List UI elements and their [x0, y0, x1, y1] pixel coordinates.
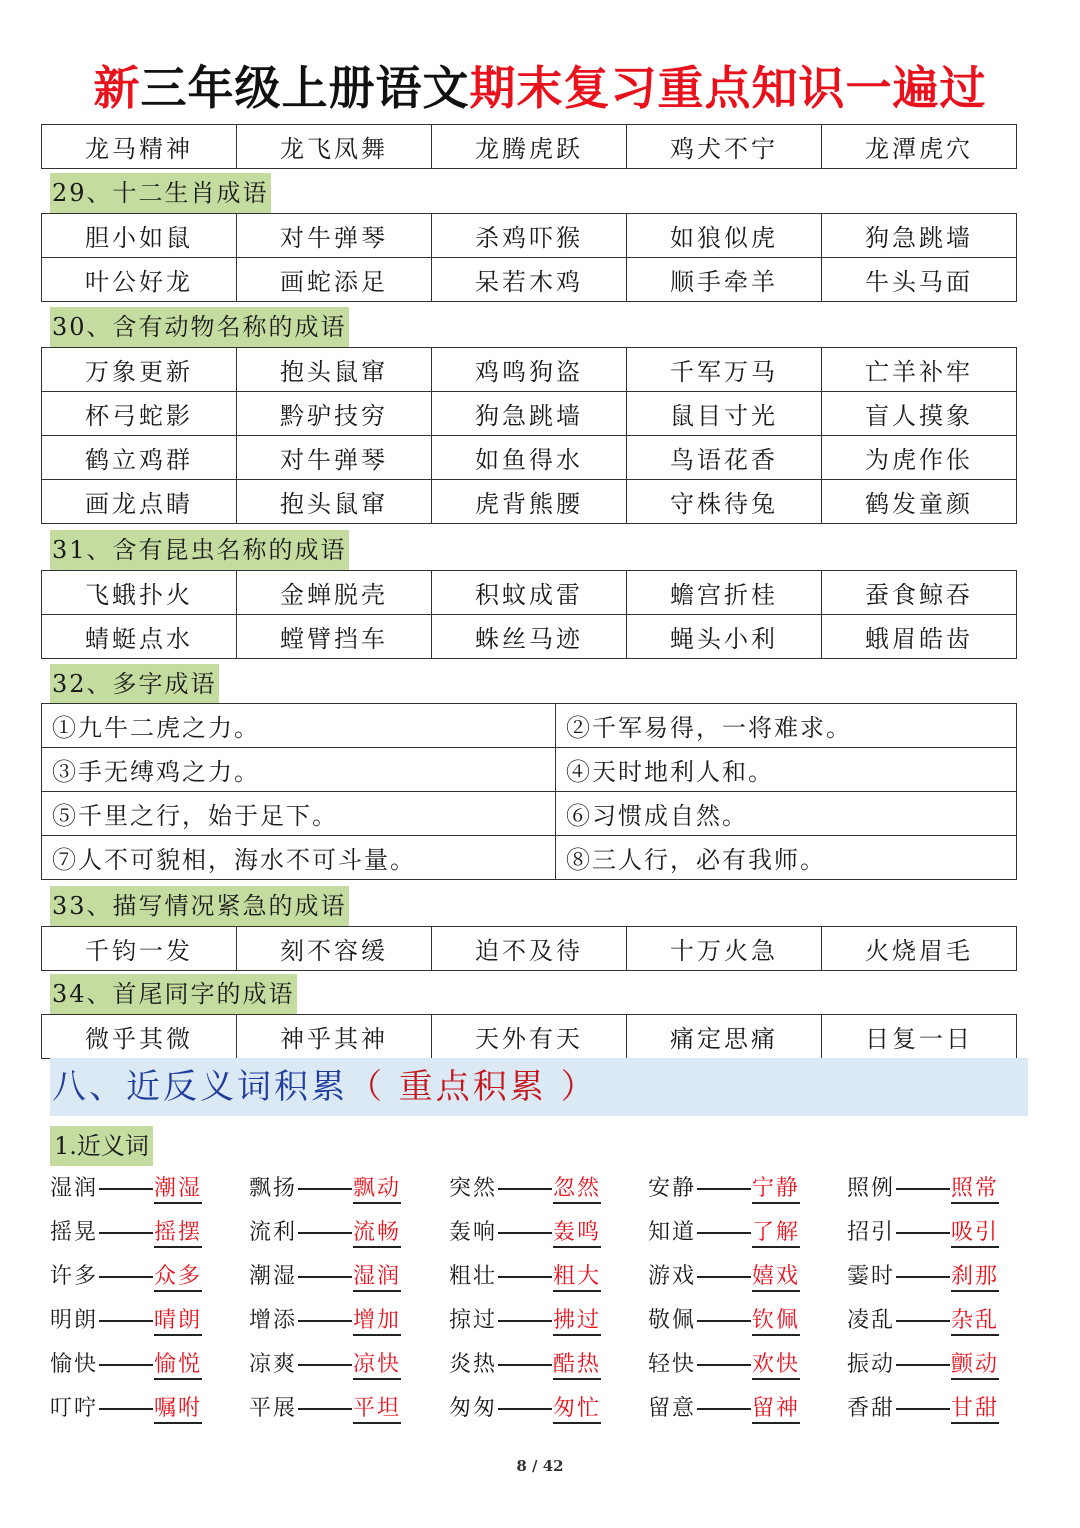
synonym-row: [50, 1389, 1050, 1429]
synonym-pair: [648, 1389, 800, 1429]
table-cell: 蛛丝马迹: [432, 615, 627, 659]
table-cell: ④天时地利人和。: [556, 748, 1017, 792]
section-heading-29: 29、十二生肖成语: [50, 173, 271, 213]
idiom-table-29: [41, 213, 1017, 302]
synonym-pair: [847, 1389, 999, 1429]
synonym-answer: 嘱咐: [154, 1396, 202, 1424]
dash-separator: [99, 1364, 153, 1366]
synonym-row: [50, 1213, 1050, 1253]
dash-separator: [298, 1320, 352, 1322]
synonym-answer: 众多: [154, 1264, 202, 1292]
table-cell: 抱头鼠窜: [237, 348, 432, 392]
dash-separator: [697, 1188, 751, 1190]
synonym-pair: [249, 1169, 401, 1209]
table-cell: 蜻蜓点水: [42, 615, 237, 659]
idiom-table-top: [41, 124, 1017, 169]
table-cell: 鹤发童颜: [822, 480, 1017, 524]
synonym-answer: 轰鸣: [553, 1220, 601, 1248]
table-row: [42, 927, 1017, 971]
title-part-1: 新: [93, 61, 141, 115]
table-row: [42, 748, 1017, 792]
synonym-pair: [648, 1169, 800, 1209]
synonym-answer: 杂乱: [951, 1308, 999, 1336]
table-cell: 亡羊补牢: [822, 348, 1017, 392]
synonym-answer: 照常: [951, 1176, 999, 1204]
table-cell: 牛头马面: [822, 258, 1017, 302]
synonym-pair: [249, 1213, 401, 1253]
dash-separator: [896, 1320, 950, 1322]
dash-separator: [298, 1364, 352, 1366]
table-cell: 十万火急: [627, 927, 822, 971]
synonym-answer: 欢快: [752, 1352, 800, 1380]
synonym-word: 凉爽: [249, 1352, 298, 1377]
synonym-answer: 甘甜: [951, 1396, 999, 1424]
dash-separator: [99, 1320, 153, 1322]
table-cell: 鹤立鸡群: [42, 436, 237, 480]
synonym-answer: 忽然: [553, 1176, 601, 1204]
idiom-table-30: [41, 347, 1017, 524]
synonym-pair: [449, 1389, 601, 1429]
synonym-word: 香甜: [847, 1396, 896, 1421]
page-title: [0, 50, 1080, 126]
table-cell: 杯弓蛇影: [42, 392, 237, 436]
synonym-row: [50, 1301, 1050, 1341]
synonym-answer: 匆忙: [553, 1396, 601, 1424]
section-heading-33: 33、描写情况紧急的成语: [50, 886, 349, 926]
dash-separator: [697, 1320, 751, 1322]
page-number: 8 / 42: [516, 1457, 564, 1475]
synonym-row: [50, 1169, 1050, 1209]
synonym-word: 振动: [847, 1352, 896, 1377]
table-cell: ①九牛二虎之力。: [42, 704, 556, 748]
synonym-pair: [648, 1301, 800, 1341]
synonym-pair: [50, 1213, 202, 1253]
synonym-word: 炎热: [449, 1352, 498, 1377]
table-cell: 千军万马: [627, 348, 822, 392]
synonym-answer: 刹那: [951, 1264, 999, 1292]
synonym-pair: [449, 1345, 601, 1385]
dash-separator: [298, 1276, 352, 1278]
table-cell: 龙腾虎跃: [432, 125, 627, 169]
dash-separator: [498, 1276, 552, 1278]
section-heading-32: 32、多字成语: [50, 664, 219, 704]
table-row: [42, 704, 1017, 748]
section-heading-30: 30、含有动物名称的成语: [50, 307, 349, 347]
dash-separator: [697, 1276, 751, 1278]
synonym-answer: 粗大: [553, 1264, 601, 1292]
synonym-word: 潮湿: [249, 1264, 298, 1289]
table-cell: ⑥习惯成自然。: [556, 792, 1017, 836]
dash-separator: [498, 1408, 552, 1410]
synonym-answer: 拂过: [553, 1308, 601, 1336]
synonym-answer: 钦佩: [752, 1308, 800, 1336]
synonym-pair: [249, 1345, 401, 1385]
section-heading-34: 34、首尾同字的成语: [50, 974, 297, 1014]
table-row: [42, 792, 1017, 836]
table-cell: 画龙点睛: [42, 480, 237, 524]
table-cell: 积蚊成雷: [432, 571, 627, 615]
table-cell: 黔驴技穷: [237, 392, 432, 436]
dash-separator: [498, 1320, 552, 1322]
table-row: [42, 436, 1017, 480]
table-cell: ②千军易得，一将难求。: [556, 704, 1017, 748]
table-cell: ③手无缚鸡之力。: [42, 748, 556, 792]
table-cell: 神乎其神: [237, 1015, 432, 1059]
synonym-answer: 吸引: [951, 1220, 999, 1248]
synonym-pair: [847, 1301, 999, 1341]
table-cell: 鼠目寸光: [627, 392, 822, 436]
synonym-answer: 流畅: [353, 1220, 401, 1248]
table-cell: 龙飞凤舞: [237, 125, 432, 169]
dash-separator: [298, 1408, 352, 1410]
synonym-word: 突然: [449, 1176, 498, 1201]
idiom-table-32: [41, 703, 1017, 880]
synonym-word: 平展: [249, 1396, 298, 1421]
synonym-answer: 晴朗: [154, 1308, 202, 1336]
synonym-word: 轻快: [648, 1352, 697, 1377]
table-cell: 痛定思痛: [627, 1015, 822, 1059]
table-cell: 杀鸡吓猴: [432, 214, 627, 258]
synonym-pair: [50, 1169, 202, 1209]
idiom-table-33: [41, 926, 1017, 971]
dash-separator: [298, 1188, 352, 1190]
synonym-pair: [449, 1213, 601, 1253]
synonym-answer: 摇摆: [154, 1220, 202, 1248]
table-row: [42, 392, 1017, 436]
title-part-2: 三年级上册语文: [140, 61, 470, 115]
table-cell: 火烧眉毛: [822, 927, 1017, 971]
synonym-pair: [847, 1169, 999, 1209]
dash-separator: [896, 1276, 950, 1278]
table-cell: 万象更新: [42, 348, 237, 392]
synonym-word: 掠过: [449, 1308, 498, 1333]
synonym-answer: 增加: [353, 1308, 401, 1336]
synonym-answer: 平坦: [353, 1396, 401, 1424]
synonym-word: 飘扬: [249, 1176, 298, 1201]
synonym-pair: [50, 1301, 202, 1341]
synonym-pair: [449, 1169, 601, 1209]
synonym-pair: [449, 1257, 601, 1297]
synonym-word: 摇晃: [50, 1220, 99, 1245]
synonym-answer: 了解: [752, 1220, 800, 1248]
synonym-pair: [847, 1345, 999, 1385]
table-cell: 螳臂挡车: [237, 615, 432, 659]
synonym-word: 愉快: [50, 1352, 99, 1377]
table-cell: 如鱼得水: [432, 436, 627, 480]
table-row: [42, 615, 1017, 659]
idiom-table-31: [41, 570, 1017, 659]
synonym-word: 游戏: [648, 1264, 697, 1289]
table-cell: 千钧一发: [42, 927, 237, 971]
dash-separator: [896, 1232, 950, 1234]
part-heading: [50, 1058, 1028, 1116]
table-cell: 狗急跳墙: [822, 214, 1017, 258]
synonym-answer: 潮湿: [154, 1176, 202, 1204]
table-cell: 鸡犬不宁: [627, 125, 822, 169]
dash-separator: [99, 1408, 153, 1410]
table-cell: 迫不及待: [432, 927, 627, 971]
table-cell: 顺手牵羊: [627, 258, 822, 302]
dash-separator: [99, 1188, 153, 1190]
dash-separator: [896, 1364, 950, 1366]
synonym-row: [50, 1257, 1050, 1297]
synonym-answer: 愉悦: [154, 1352, 202, 1380]
table-cell: 飞蛾扑火: [42, 571, 237, 615]
table-cell: ⑧三人行，必有我师。: [556, 836, 1017, 880]
synonym-word: 霎时: [847, 1264, 896, 1289]
synonym-pair: [249, 1257, 401, 1297]
table-row: [42, 836, 1017, 880]
table-row: [42, 258, 1017, 302]
table-cell: 呆若木鸡: [432, 258, 627, 302]
part-heading-main: 八、近反义词积累: [52, 1067, 348, 1107]
table-cell: 龙潭虎穴: [822, 125, 1017, 169]
synonym-pair: [249, 1389, 401, 1429]
table-cell: 虎背熊腰: [432, 480, 627, 524]
table-row: [42, 571, 1017, 615]
synonym-answer: 嬉戏: [752, 1264, 800, 1292]
synonym-answer: 颤动: [951, 1352, 999, 1380]
dash-separator: [896, 1188, 950, 1190]
synonym-pair: [50, 1389, 202, 1429]
title-part-3: 期末复习重点知识一遍过: [469, 61, 987, 115]
table-cell: 鸟语花香: [627, 436, 822, 480]
table-cell: 抱头鼠窜: [237, 480, 432, 524]
table-row: [42, 1015, 1017, 1059]
synonym-answer: 留神: [752, 1396, 800, 1424]
table-cell: 蚕食鲸吞: [822, 571, 1017, 615]
table-cell: 微乎其微: [42, 1015, 237, 1059]
synonym-word: 湿润: [50, 1176, 99, 1201]
synonym-pair: [249, 1301, 401, 1341]
synonym-pair: [648, 1213, 800, 1253]
table-cell: 为虎作伥: [822, 436, 1017, 480]
synonym-word: 凌乱: [847, 1308, 896, 1333]
synonym-answer: 宁静: [752, 1176, 800, 1204]
table-cell: 守株待兔: [627, 480, 822, 524]
table-cell: 蝇头小利: [627, 615, 822, 659]
table-cell: 盲人摸象: [822, 392, 1017, 436]
dash-separator: [498, 1232, 552, 1234]
table-row: [42, 480, 1017, 524]
synonym-pair: [648, 1345, 800, 1385]
synonym-word: 招引: [847, 1220, 896, 1245]
table-cell: 天外有天: [432, 1015, 627, 1059]
synonym-word: 知道: [648, 1220, 697, 1245]
synonym-word: 轰响: [449, 1220, 498, 1245]
synonym-word: 明朗: [50, 1308, 99, 1333]
table-cell: 对牛弹琴: [237, 436, 432, 480]
table-cell: 鸡鸣狗盗: [432, 348, 627, 392]
table-cell: 胆小如鼠: [42, 214, 237, 258]
synonym-answer: 飘动: [353, 1176, 401, 1204]
table-row: [42, 214, 1017, 258]
table-cell: 画蛇添足: [237, 258, 432, 302]
section-heading-31: 31、含有昆虫名称的成语: [50, 530, 349, 570]
dash-separator: [697, 1364, 751, 1366]
table-cell: 对牛弹琴: [237, 214, 432, 258]
dash-separator: [298, 1232, 352, 1234]
table-cell: ⑤千里之行，始于足下。: [42, 792, 556, 836]
synonym-word: 留意: [648, 1396, 697, 1421]
table-cell: 刻不容缓: [237, 927, 432, 971]
table-cell: 龙马精神: [42, 125, 237, 169]
synonym-word: 叮咛: [50, 1396, 99, 1421]
synonym-pair: [847, 1213, 999, 1253]
table-cell: 如狼似虎: [627, 214, 822, 258]
synonym-answer: 凉快: [353, 1352, 401, 1380]
dash-separator: [697, 1232, 751, 1234]
dash-separator: [498, 1188, 552, 1190]
dash-separator: [697, 1408, 751, 1410]
synonym-pair: [847, 1257, 999, 1297]
synonym-word: 照例: [847, 1176, 896, 1201]
synonym-word: 许多: [50, 1264, 99, 1289]
synonym-pair: [50, 1345, 202, 1385]
dash-separator: [99, 1276, 153, 1278]
synonym-pair: [449, 1301, 601, 1341]
synonym-word: 粗壮: [449, 1264, 498, 1289]
table-cell: 叶公好龙: [42, 258, 237, 302]
synonym-answer: 酷热: [553, 1352, 601, 1380]
table-row: [42, 348, 1017, 392]
synonym-word: 匆匆: [449, 1396, 498, 1421]
synonym-pair: [648, 1257, 800, 1297]
table-cell: 日复一日: [822, 1015, 1017, 1059]
table-cell: 金蝉脱壳: [237, 571, 432, 615]
dash-separator: [896, 1408, 950, 1410]
synonym-word: 敬佩: [648, 1308, 697, 1333]
dash-separator: [99, 1232, 153, 1234]
synonym-row: [50, 1345, 1050, 1385]
part-heading-note: （ 重点积累 ）: [348, 1067, 598, 1107]
synonym-answer: 湿润: [353, 1264, 401, 1292]
table-cell: 蛾眉皓齿: [822, 615, 1017, 659]
idiom-table-34: [41, 1014, 1017, 1059]
synonym-word: 增添: [249, 1308, 298, 1333]
table-row: [42, 125, 1017, 169]
table-cell: ⑦人不可貌相，海水不可斗量。: [42, 836, 556, 880]
synonym-pair: [50, 1257, 202, 1297]
synonyms-heading: 1.近义词: [50, 1126, 153, 1166]
dash-separator: [498, 1364, 552, 1366]
table-cell: 狗急跳墙: [432, 392, 627, 436]
synonym-word: 安静: [648, 1176, 697, 1201]
table-cell: 蟾宫折桂: [627, 571, 822, 615]
synonym-word: 流利: [249, 1220, 298, 1245]
